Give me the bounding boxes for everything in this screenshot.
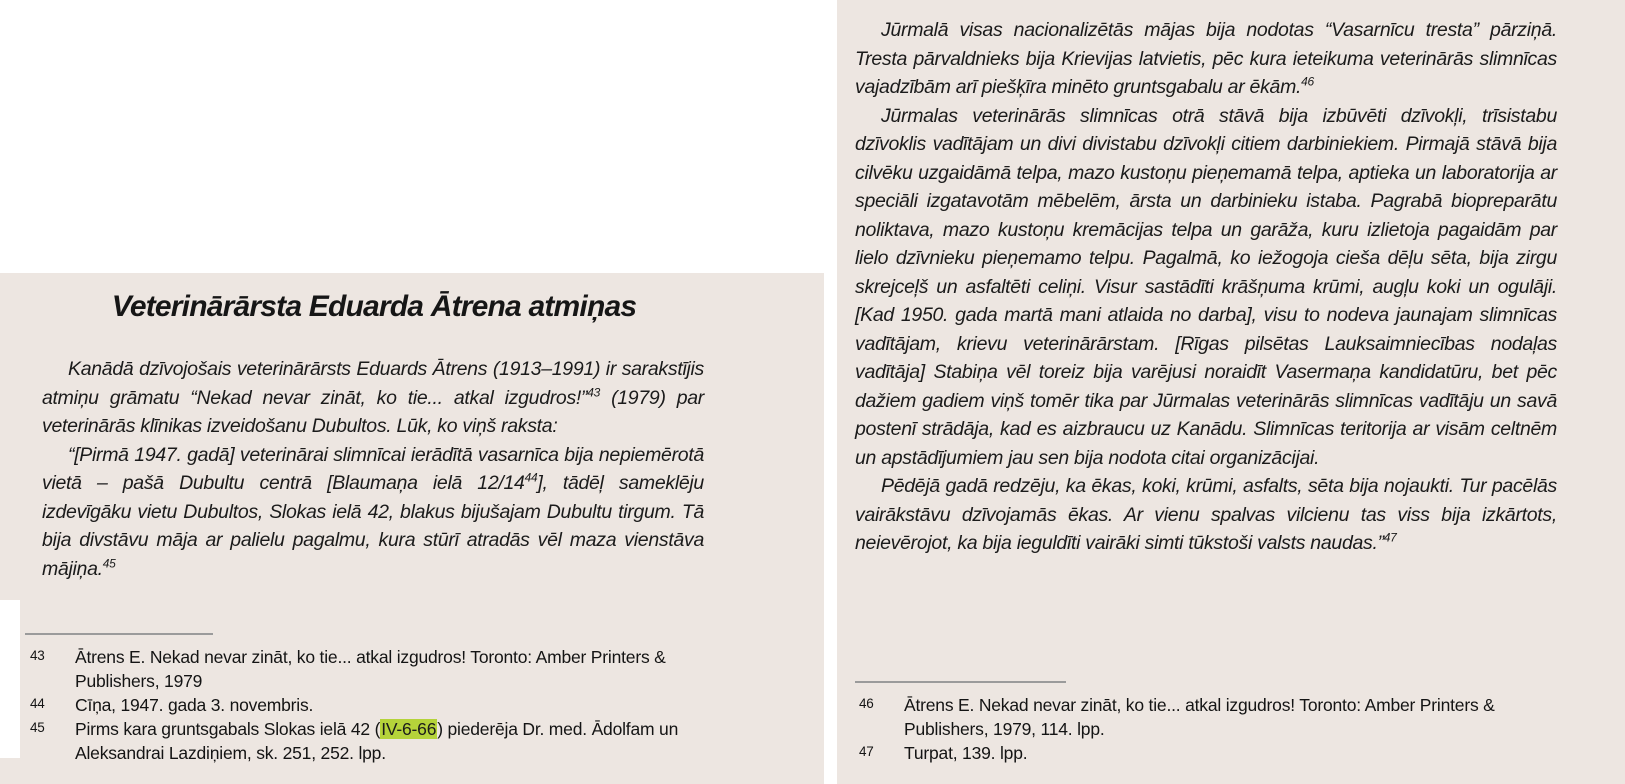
paragraph: Jūrmalas veterinārās slimnīcas otrā stāvā bija izbūvēti dzīvokļi, trīsistabu dzīvoklis vadītājam un divi divistabu dzīvokļi citiem darbiniekiem. Pirmajā stāvā bija cilvēku uzgaidāmā telpa, mazo kustoņu pieņemamā telpa, aptieka un laboratorija ar speciāli izgatavotām mēbelēm, ārsta un darbinieku istaba. Pagrabā biopreparātu noliktava, mazo kustoņu kremācijas telpa un garāža, kuru izlietoja pagaidām par lielo dzīvnieku pieņemamo telpu. Pagalmā, ko iežogoja cieša dēļu sēta, bija zirgu skrejceļš un asfaltēti celiņi. Visur sastādīti krāšņuma krūmi, augļu koki un ogulāji. [Kad 1950. gada martā mani atlaida no darba], visu to nodeva jaunajam slimnīcas vadītājam, krievu veterinārārstam. [Rīgas pilsētas Lauksaimniecības nodaļas vadītāja] Stabiņa vēl toreiz bija varējusi noraidīt Vasermaņa kandidatūru, bet pēc dažiem gadiem viņš tomēr tika par Jūrmalas veterinārās slimnīcas vadītāju un savā postenī strādāja, kad es aizbraucu uz Kanādu. Slimnīcas teritorija ar visām celtnēm un apstādījumiem jau sen bija nodota citai organizācijai.: [855, 104, 1557, 469]
footnote-ref: 43: [587, 385, 600, 399]
right-footnotes: [837, 681, 1625, 765]
footnote-text: Cīņa, 1947. gada 3. novembris.: [75, 695, 314, 715]
footnote-number: 47: [859, 744, 874, 759]
footnote-number: 44: [30, 696, 45, 711]
footnote-text: Turpat, 139. lpp.: [904, 743, 1028, 763]
right-footnote-list: [837, 693, 1625, 765]
paragraph: Kanādā dzīvojošais veterinārārsts Eduards Ātrens (1913–1991) ir sarakstījis atmiņu grāmatu “Nekad nevar zināt, ko tie... atkal izgudros!”$^{43}$ (1979) par veterinārās klīnikas izveidošanu Dubultos. Lūk, ko viņš raksta:: [42, 358, 704, 437]
right-body-text: [855, 0, 1557, 558]
right-footnote-rule: [855, 681, 1066, 683]
footnote-item: [0, 717, 824, 765]
footnote-text: Pirms kara gruntsgabals Slokas ielā 42 (IV-6-66) piederēja Dr. med. Ādolfam un Aleksandrai Lazdiņiem, sk. 251, 252. lpp.: [75, 719, 679, 763]
footnote-number: 43: [30, 648, 45, 663]
left-footnote-rule: [25, 633, 213, 635]
footnote-number: 45: [30, 720, 45, 735]
footnote-ref: 47: [1383, 530, 1397, 545]
highlight-mark: IV-6-66: [381, 719, 437, 739]
footnote-ref: 45: [102, 556, 116, 570]
left-footnote-list: [0, 645, 824, 765]
right-page: [837, 0, 1625, 784]
footnote-ref: 44: [524, 470, 538, 485]
left-footnotes: [0, 633, 824, 765]
footnote-item: [0, 645, 824, 693]
left-body-text: [42, 355, 704, 583]
paragraph: Jūrmalā visas nacionalizētās mājas bija nodotas “Vasarnīcu tresta” pārziņā. Tresta pārvaldnieks bija Krievijas latvietis, pēc kura ieteikuma veterinārās slimnīcas vajadzībām arī piešķīra minēto gruntsgabalu ar ēkām.$^{46}$: [855, 19, 1557, 98]
page-title: Veterinārārsta Eduarda Ātrena atmiņas: [111, 290, 637, 323]
footnote-item: [837, 741, 1625, 765]
footnote-text: Ātrens E. Nekad nevar zināt, ko tie... atkal izgudros! Toronto: Amber Printers & Publishers, 1979, 114. lpp.: [904, 695, 1495, 739]
paragraph: “[Pirmā 1947. gadā] veterinārai slimnīcai ierādītā vasarnīca bija nepiemērotā vietā – pašā Dubultu centrā [Blaumaņa ielā $12/14^{44}$], tādēļ sameklēju izdevīgāku vietu Dubultos, Slokas ielā 42, blakus bijušajam Dubultu tirgum. Tā bija divstāvu māja ar palielu pagalmu, kura stūrī atradās vēl maza vienstāva mājiņa.$^{45}$: [42, 443, 704, 580]
footnote-ref: 46: [1301, 74, 1314, 89]
paragraph: Pēdējā gadā redzēju, ka ēkas, koki, krūmi, asfalts, sēta bija nojaukti. Tur pacēlās vairākstāvu dzīvojamās ēkas. Ar vienu spalvas vilcienu tas viss bija izkārtots, neievērojot, ka bija ieguldīti vairāki simti tūkstoši valsts naudas.”$^{47}$: [855, 475, 1557, 554]
footnote-text: Ātrens E. Nekad nevar zināt, ko tie... atkal izgudros! Toronto: Amber Printers & Publishers, 1979: [75, 647, 666, 691]
page-gutter: [824, 0, 837, 784]
footnote-item: [0, 693, 824, 717]
footnote-number: 46: [859, 696, 874, 711]
footnote-item: [837, 693, 1625, 741]
